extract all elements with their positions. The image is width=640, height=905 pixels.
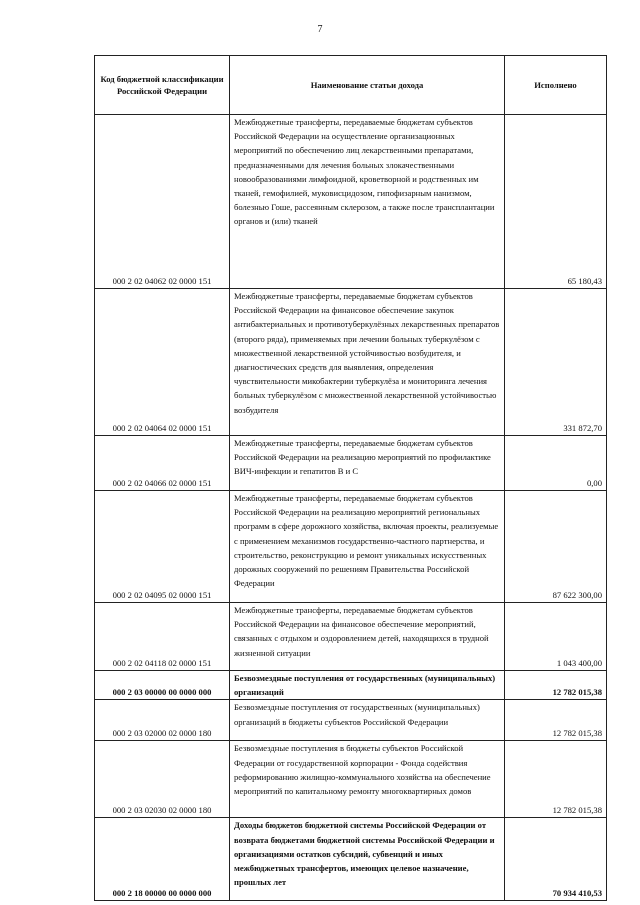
row-code: 000 2 03 00000 00 0000 000 [95, 671, 230, 700]
row-name: Безвозмездные поступления от государственных (муниципальных) организаций [230, 671, 505, 700]
header-code: Код бюджетной классификации Российской Федерации [95, 56, 230, 115]
row-executed: 12 782 015,38 [505, 671, 607, 700]
row-name: Межбюджетные трансферты, передаваемые бюджетам субъектов Российской Федерации на реализацию мероприятий региональных программ в сфере дорожного хозяйства, включая проекты, реализуемые с применением механизмов государственно-частного партнерства, и строительство, реконструкцию и ремонт уникальных искусственных дорожных сооружений по решениям Правительства Российской Федерации [230, 491, 505, 603]
row-name: Межбюджетные трансферты, передаваемые бюджетам субъектов Российской Федерации на осуществление организационных мероприятий по обеспечению лиц лекарственными препаратами, предназначенными для лечения больных злокачественными новообразованиями лимфоидной, кроветворной и родственных им тканей, гемофилией, муковисцидозом, гипофизарным нанизмом, болезнью Гоше, рассеянным склерозом, а также после трансплантации органов и (или) тканей [230, 115, 505, 289]
row-executed: 0,00 [505, 436, 607, 491]
table-row [95, 700, 607, 741]
row-name: Безвозмездные поступления от государственных (муниципальных) организаций в бюджеты субъектов Российской Федерации [230, 700, 505, 741]
row-executed: 1 043 400,00 [505, 603, 607, 671]
row-executed: 12 782 015,38 [505, 741, 607, 818]
table-row [95, 741, 607, 818]
row-code: 000 2 02 04118 02 0000 151 [95, 603, 230, 671]
row-code: 000 2 03 02000 02 0000 180 [95, 700, 230, 741]
table-row [95, 115, 607, 289]
row-executed: 331 872,70 [505, 289, 607, 436]
table-row [95, 289, 607, 436]
row-name: Межбюджетные трансферты, передаваемые бюджетам субъектов Российской Федерации на реализацию мероприятий по профилактике ВИЧ-инфекции и гепатитов В и С [230, 436, 505, 491]
header-executed: Исполнено [505, 56, 607, 115]
row-name: Доходы бюджетов бюджетной системы Российской Федерации от возврата бюджетами бюджетной системы Российской Федерации и организациями остатков субсидий, субвенций и иных межбюджетных трансфертов, имеющих целевое назначение, прошлых лет [230, 818, 505, 901]
row-name: Межбюджетные трансферты, передаваемые бюджетам субъектов Российской Федерации на финансовое обеспечение мероприятий, связанных с отдыхом и оздоровлением детей, находящихся в трудной жизненной ситуации [230, 603, 505, 671]
row-executed: 12 782 015,38 [505, 700, 607, 741]
row-executed: 87 622 300,00 [505, 491, 607, 603]
row-code: 000 2 02 04066 02 0000 151 [95, 436, 230, 491]
header-name: Наименование статьи дохода [230, 56, 505, 115]
row-code: 000 2 02 04062 02 0000 151 [95, 115, 230, 289]
revenue-table [94, 55, 607, 901]
table-row [95, 603, 607, 671]
table-row [95, 671, 607, 700]
page-number: 7 [317, 24, 323, 35]
row-code: 000 2 03 02030 02 0000 180 [95, 741, 230, 818]
row-name: Межбюджетные трансферты, передаваемые бюджетам субъектов Российской Федерации на финансовое обеспечение закупок антибактериальных и противотуберкулёзных лекарственных препаратов (второго ряда), применяемых при лечении больных туберкулёзом с множественной лекарственной устойчивостью возбудителя, и диагностических средств для выявления, определения чувствительности микобактерии туберкулёза и мониторинга лечения больных туберкулёзом с множественной лекарственной устойчивостью возбудителя [230, 289, 505, 436]
row-code: 000 2 02 04095 02 0000 151 [95, 491, 230, 603]
table-row [95, 491, 607, 603]
table-row [95, 436, 607, 491]
row-executed: 70 934 410,53 [505, 818, 607, 901]
row-code: 000 2 02 04064 02 0000 151 [95, 289, 230, 436]
row-name: Безвозмездные поступления в бюджеты субъектов Российской Федерации от государственной корпорации - Фонда содействия реформированию жилищно-коммунального хозяйства на обеспечение мероприятий по капитальному ремонту многоквартирных домов [230, 741, 505, 818]
table-header-row [95, 56, 607, 115]
row-executed: 65 180,43 [505, 115, 607, 289]
table-row [95, 818, 607, 901]
row-code: 000 2 18 00000 00 0000 000 [95, 818, 230, 901]
